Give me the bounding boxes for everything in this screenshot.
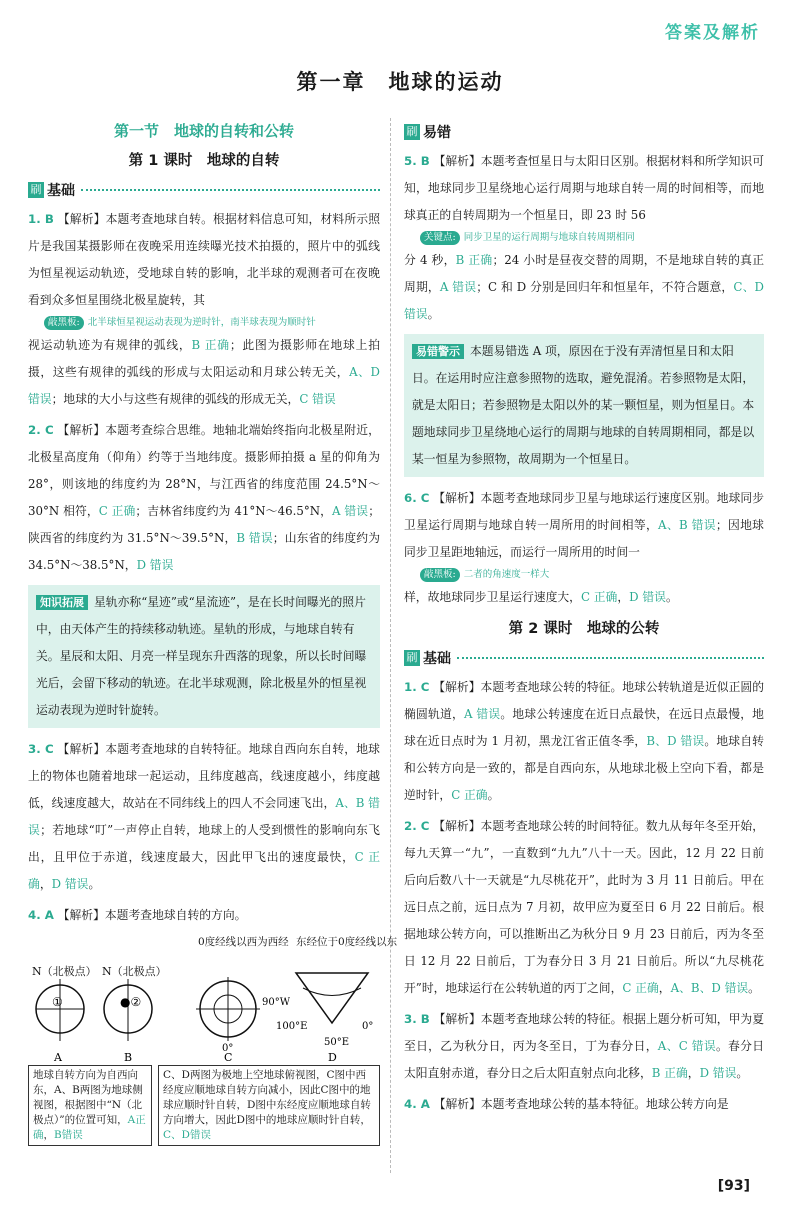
answer-6 [404,485,764,566]
box-label: 知识拓展 [36,595,88,610]
box-label: 易错警示 [412,344,464,359]
answer-text: 【解析】本题考查地球的自转特征。地球自西向东自转，地球上的物体也随着地球一起运动，且纬度越高，线速度越小，纬度越低，线速度越大，故站在不同纬线上的四人不会同速飞出， [28,742,380,810]
answer-r4 [404,1091,764,1118]
note-callout [44,316,380,330]
answer-judgement: B 正确 [455,253,493,267]
answer-text: 样，故地球同步卫星运行速度大， [404,590,581,604]
tag-label: 基础 [47,183,75,199]
note-callout [420,231,764,245]
brush-icon: 刷 [28,182,44,198]
label-a: A [54,1051,62,1064]
label-east-text: 东经位于0度经线以东 [296,936,398,948]
answer-text: 【解析】本题考查地球公转的特征。地球公转轨道是近似正圆的椭圆轨道， [404,680,764,721]
rotation-figure [28,933,398,1153]
lesson-title: 第 1 课时 地球的自转 [128,153,280,169]
answer-text: ， [617,590,630,604]
caption-judgement: A正确 [33,1114,146,1141]
answer-2 [28,417,380,579]
label-100e: 100°E [276,1021,308,1032]
sector-d [296,973,368,1023]
answer-judgement: C 错误 [299,392,336,406]
answer-number: 2. C [404,819,430,833]
answer-number: 2. C [28,423,54,437]
column-divider [390,118,391,1173]
caption-text: C、D两图为极地上空地球俯视图，C图中西经度应顺地球自转方向减小，因此C图中的地球应顺时针自转，D图中东经度应顺地球自转方向增大，因此D图中的地球应顺时针自转， [163,1069,371,1126]
tag-basic [28,180,380,200]
answer-text: 。 [736,1066,749,1080]
answer-text: 【解析】本题考查地球公转的基本特征。地球公转方向是 [433,1097,729,1111]
answer-text: 【解析】本题考查地球公转的时间特征。数九从每年冬至开始，每九天算一“九”，一直数到“九九”八十一天。因此，12 月 22 日前后向后数八十一天就是“九尽桃花开”，此时为 3 月 11 日前后。甲在远日点之前，远日点为 7 月初，故甲应为夏至日 6 月 22 日前后。根据地球公转方向，可以推断出乙为秋分日 9 月 23 日前后，丙为冬至日 12 月 22 日前后，丁为春分日 3 月 21 日前后。所以“九尽桃花开”时，地球运行在公转轨道的丙丁之间， [404,819,764,995]
caption-text: 地球自转方向为自西向东，A、B两图为地球侧视图，根据图中“N（北极点）”的位置可知， [33,1069,143,1126]
answer-number: 5. B [404,154,430,168]
answer-text: ；此图为摄影师在地球上拍摄，这些有规律的弧线的形成与太阳运动和月球公转无关， [28,338,380,379]
answer-text: ；因地球同步卫星距地轴远，而运行一周所用的时间一 [404,518,764,559]
answer-judgement: A、D 错误 [28,365,380,406]
label-c: C [224,1051,233,1064]
answer-judgement: D 错误 [51,877,89,891]
header-bar [0,0,800,46]
tag-error-prone [404,122,764,142]
brush-icon: 刷 [404,124,420,140]
marker-1: ① [52,995,63,1009]
answer-1-cont [28,332,380,413]
section-title: 第一节 地球的自转和公转 [113,122,294,140]
box-text: 星轨亦称“星迹”或“星流迹”，是在长时间曝光的照片中，由天体产生的持续移动轨迹。星轨的形成，与地球自转有关。星辰和太阳、月亮一样呈现东升西落的现象，所以长时间曝光后，会留下移动的轨迹。在北半球观测，除北极星外的恒星视运动表现为逆时针旋转。 [36,595,367,717]
note-text: 北半球恒星视运动表现为逆时针，南半球表现为顺时针 [87,317,316,328]
label-west [198,935,289,948]
answer-text: 视运动轨迹为有规律的弧线， [28,338,192,352]
answer-text: 【解析】本题考查地球公转的特征。根据上题分析可知，甲为夏至日，乙为秋分日，丙为冬至日，丁为春分日， [404,1012,764,1053]
answer-judgement: C、D 错误 [404,280,764,321]
answer-judgement: B 错误 [236,531,273,545]
label-n1: N（北极点） [32,965,97,978]
answer-judgement: C 正确 [98,504,136,518]
answer-number: 1. B [28,212,54,226]
answer-text: 【解析】本题考查综合思维。地轴北端始终指向北极星附近，北极星高度角（仰角）约等于当地纬度。摄影师拍摄 a 星的仰角为 28°，则该地的纬度约为 28°N，与江西省的纬度范围 24.5°N～30°N 相符， [28,423,380,518]
answer-judgement: A、B 错误 [658,518,716,532]
answer-3 [28,736,380,898]
box-text: 本题易错选 A 项，原因在于没有弄清恒星日和太阳日。在运用时应注意参照物的选取，避免混淆。若参照物是太阳，就是太阳日；若参照物是太阳以外的某一颗恒星，则为恒星日。本题地球同步卫星绕地心运行的周期与地球的自转周期相同，都是以某一恒星为参照物，故周期为一个恒星日。 [412,344,755,466]
answer-1 [28,206,380,314]
answer-number: 4. A [404,1097,430,1111]
answer-judgement: A、C 错误 [657,1039,716,1053]
answer-text: 。地球自转和公转方向是一致的，都是自西向东，从地球北极上空向下看，都是逆时针， [404,734,764,802]
answer-judgement: A 错误 [332,504,369,518]
caption-ab: 地球自转方向为自西向东，A、B两图为地球侧视图，根据图中“N（北极点）”的位置可知，A正确，B错误 [28,1065,152,1146]
answer-r1 [404,674,764,809]
answer-text: 【解析】本题考查地球同步卫星与地球运行速度区别。地球同步卫星运行周期与地球自转一周所用的时间相等， [404,491,764,532]
answer-text: 。 [427,307,440,321]
answer-number: 4. A [28,908,54,922]
label-east [296,935,398,948]
answer-text: ， [39,877,52,891]
dotted-rule [457,657,764,659]
caption-cd [158,1065,380,1146]
answer-text: 【解析】本题考查地球自转。根据材料信息可知，材料所示照片是我国某摄影师在夜晚采用连续曝光技术拍摄的，照片中的弧线为恒星视运动轨迹，受地球自转的影响，北半球的观测者可在夜晚看到众多恒星围绕北极星旋转，其 [28,212,380,307]
dotted-rule [81,189,380,191]
chapter-title: 第一章 地球的运动 [296,70,504,94]
answer-text: ；陕西省的纬度约为 31.5°N～39.5°N， [28,504,380,545]
tag-basic-2 [404,648,764,668]
lesson-title-2: 第 2 课时 地球的公转 [508,621,660,637]
page-number-value: 93 [724,1178,744,1194]
answer-judgement: A 错误 [439,280,477,294]
label-west-text: 0度经线以西为西经 [198,936,289,948]
answer-text: 【解析】本题考查恒星日与太阳日区别。根据材料和所学知识可知，地球同步卫星绕地心运行周期与地球自转一周的时间相等，而地球真正的自转周期为一个恒星日，即 23 时 56 [404,154,764,222]
caption-judgement: C、D错误 [163,1129,211,1141]
header-title: 答案及解析 [665,23,760,43]
answer-6-cont [404,584,764,611]
answer-text: ， [658,981,671,995]
left-column [28,112,398,1153]
label-d: D [328,1051,337,1064]
answer-number: 3. B [404,1012,430,1026]
answer-judgement: C 正确 [28,850,380,891]
answer-text: 。春分日太阳直射赤道，春分日之后太阳直射点向北移， [404,1039,764,1080]
answer-text: ；吉林省纬度约为 41°N～46.5°N， [135,504,333,518]
answer-judgement: B 正确 [651,1066,688,1080]
answer-text: ；若地球“叮”一声停止自转，地球上的人受到惯性的影响向东飞出，且甲位于赤道，线速度最大，因此甲飞出的速度最快， [28,823,380,864]
answer-number: 6. C [404,491,430,505]
note-badge: 敲黑板: [420,568,460,582]
note-badge: 关键点: [420,231,460,245]
answer-r2 [404,813,764,1002]
answer-text: 分 4 秒， [404,253,456,267]
answer-text: ， [687,1066,700,1080]
right-column [404,112,764,1122]
tag-label: 基础 [423,651,451,667]
answer-text: 。 [487,788,500,802]
answer-judgement: D 错误 [699,1066,737,1080]
note-badge: 敲黑板: [44,316,84,330]
answer-text: ；山东省的纬度约为 34.5°N～38.5°N， [28,531,380,572]
answer-judgement: A 错误 [463,707,501,721]
answer-judgement: C 正确 [451,788,488,802]
globe-diagrams [28,933,398,1064]
answer-text: ；地球的大小与这些有规律的弧线的形成无关， [51,392,300,406]
answer-text: 。 [88,877,101,891]
label-50e: 50°E [324,1037,350,1048]
answer-text: 【解析】本题考查地球自转的方向。 [57,908,247,922]
note-text: 二者的角速度一样大 [463,569,550,580]
knowledge-box [28,585,380,728]
label-0a: 0° [222,1043,234,1054]
answer-5-cont [404,247,764,328]
answer-text: 。 [665,590,678,604]
answer-judgement: C 正确 [580,590,618,604]
answer-number: 3. C [28,742,54,756]
answer-text: 。 [748,981,760,995]
answer-judgement: D 错误 [136,558,174,572]
label-n2: N（北极点） [102,965,167,978]
label-90w: 90°W [262,997,291,1008]
note-callout [420,568,764,582]
caption-judgement: B错误 [54,1129,83,1141]
label-b: B [124,1051,133,1064]
marker-2: ●② [120,995,142,1009]
answer-judgement: B 正确 [191,338,230,352]
answer-r3 [404,1006,764,1087]
answer-judgement: C 正确 [622,981,659,995]
answer-judgement: A、B、D 错误 [670,981,749,995]
answer-text: ；24 小时是昼夜交替的周期，不是地球自转的真正周期， [404,253,765,294]
answer-judgement: A、B 错误 [28,796,380,837]
answer-text: 。地球公转速度在近日点最快，在远日点最慢，地球在近日点时为 1 月初，黑龙江省正值冬季， [404,707,764,748]
error-warning-box [404,334,764,477]
answer-number: 1. C [404,680,430,694]
note-text: 同步卫星的运行周期与地球自转周期相同 [463,232,635,243]
answer-5 [404,148,764,229]
page-number: [93] [717,1178,750,1194]
answer-judgement: B、D 错误 [646,734,705,748]
answer-4 [28,902,380,929]
label-0b: 0° [362,1021,374,1032]
answer-text: ；C 和 D 分别是回归年和恒星年，不符合题意， [476,280,734,294]
tag-label: 易错 [423,125,451,141]
brush-icon: 刷 [404,650,420,666]
answer-judgement: D 错误 [629,590,666,604]
